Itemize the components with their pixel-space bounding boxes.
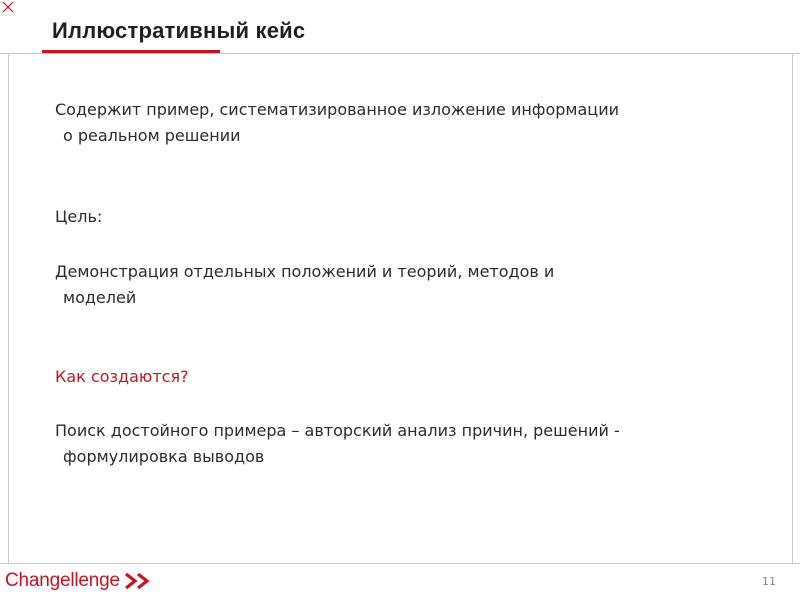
creation-line-1: Поиск достойного примера – авторский анализ причин, решений - xyxy=(55,421,620,440)
brand-name: Changellenge xyxy=(5,570,120,591)
frame-bottom-line xyxy=(0,563,800,564)
page-number: 11 xyxy=(762,575,776,588)
slide-title: Иллюстративный кейс xyxy=(52,18,306,43)
definition-line-1: Содержит пример, систематизированное изложение информации xyxy=(55,100,619,119)
creation-question: Как создаются? xyxy=(55,367,189,386)
close-icon xyxy=(1,0,15,14)
goal-line-2: моделей xyxy=(63,288,137,307)
brand-logo xyxy=(5,568,155,594)
goal-label: Цель: xyxy=(55,207,103,226)
frame-left-line xyxy=(8,53,9,563)
double-chevron-right-icon xyxy=(123,571,155,591)
creation-line-2: формулировка выводов xyxy=(63,447,265,466)
goal-line-1: Демонстрация отдельных положений и теорий, методов и xyxy=(55,262,555,281)
definition-line-2: о реальном решении xyxy=(63,126,241,145)
frame-top-line xyxy=(0,53,800,54)
frame-right-line xyxy=(792,53,793,563)
